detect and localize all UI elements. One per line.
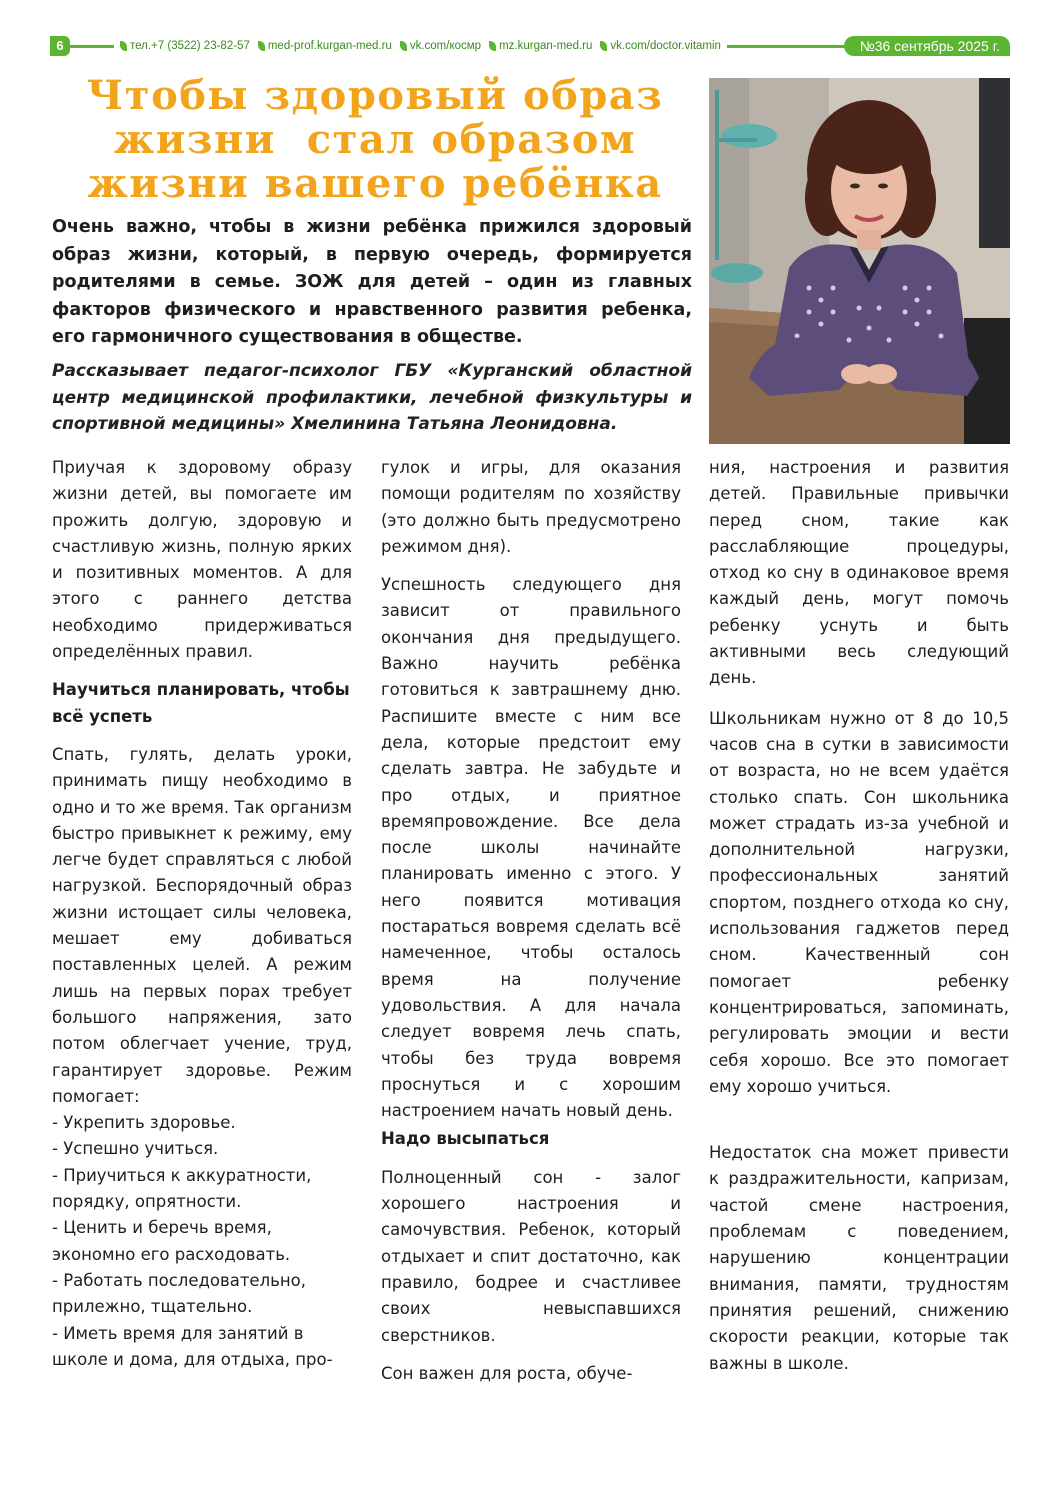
article-lead: Очень важно, чтобы в жизни ребёнка прижился здоровый образ жизни, который, в первую очередь, формируется родителями в семье. ЗОЖ для детей – один из главных факторов физического и нравственного развития ребенка, его гармоничного существования в обществе. (52, 217, 692, 347)
leaf-icon (489, 41, 496, 51)
paragraph: Успешность следующего дня зависит от правильного окончания дня предыдущего. Важно научить ребёнка готовиться к завтрашнему дню. Распишите вместе с ним все дела, которые предстоит ему сделать завтра. Не забудьте и про отдых, и приятное времяпровождение. Все дела после школы начинайте планировать именно с этого. У него появится мотивация постараться вовремя сделать всё намеченное, чтобы осталось время на получение удовольствия. А для начала следует вовремя лечь спать, чтобы без труда вовремя проснуться и с хорошим настроением начать новый день. (381, 575, 681, 1121)
title-line: жизни вашего ребёнка (87, 160, 663, 207)
list-item: - Успешно учиться. (52, 1139, 219, 1159)
page-number: 6 (50, 36, 70, 56)
paragraph: Недостаток сна может привести к раздражительности, капризам, частой смене настроения, проблемам с поведением, нарушению концентрации внимания, памяти, трудностям принятия решений, снижению скорости реакции, которые так важны в школе. (709, 1143, 1009, 1373)
paragraph: Полноценный сон - залог хорошего настроения и самочувствия. Ребенок, который отдыхает и спит достаточно, как правило, бодрее и счастливее своих невыспавшихся сверстников. (381, 1167, 681, 1345)
subheading-sleep: Надо высыпаться (381, 1129, 550, 1149)
column-3 (709, 455, 1009, 1389)
portrait-illustration (709, 78, 1010, 444)
column-2 (381, 455, 681, 1399)
contact-site-medprof[interactable]: med-prof.kurgan-med.ru (258, 40, 392, 52)
list-item: - Иметь время для занятий в школе и дома, для отдыха, про- (52, 1323, 333, 1369)
paragraph: ния, настроения и развития детей. Правильные привычки перед сном, такие как расслабляющие процедуры, отход ко сну в одинаковое время каждый день, могут помочь ребенку уснуть и быть активными весь следующий день. (709, 458, 1009, 688)
list-item: - Укрепить здоровье. (52, 1113, 236, 1133)
list-item: - Ценить и беречь время, экономно его расходовать. (52, 1218, 291, 1264)
paragraph: Школьникам нужно от 8 до 10,5 часов сна в сутки в зависимости от возраста, но не всем удаётся столько спать. Сон школьника может страдать из-за учебной и дополнительной нагрузки, профессиональных занятий спортом, позднего отхода ко сну, использования гаджетов перед сном. Качественный сон помогает ребенку концентрироваться, запоминать, регулировать эмоции и вести себя хорошо. Все это помогает ему хорошо учиться. (709, 708, 1009, 1096)
paragraph: гулок и игры, для оказания помощи родителям по хозяйству (это должно быть предусмотрено режимом дня). (381, 458, 681, 556)
leaf-icon (120, 41, 127, 51)
portrait-photo (709, 78, 1010, 444)
title-line: жизни стал образом (113, 116, 637, 163)
column-1 (52, 455, 352, 1373)
subheading-planning: Научиться планировать, чтобы всё успеть (52, 680, 350, 726)
leaf-icon (258, 41, 265, 51)
contact-strip (114, 36, 727, 56)
list-item: - Приучиться к аккуратности, порядку, опрятности. (52, 1165, 312, 1212)
paragraph: Сон важен для роста, обуче- (381, 1363, 633, 1383)
article-title (55, 74, 695, 206)
article-byline: Рассказывает педагог-психолог ГБУ «Курганский областной центр медицинской профилактики, лечебной физкультуры и спортивной медицины» Хмелинина Татьяна Леонидовна. (52, 361, 692, 434)
contact-phone: тел.+7 (3522) 23-82-57 (120, 40, 250, 52)
page-header (50, 36, 1010, 56)
benefits-list (52, 1110, 352, 1373)
contact-vk-doctor[interactable]: vk.com/doctor.vitamin (600, 40, 721, 52)
paragraph: Приучая к здоровому образу жизни детей, вы помогаете им прожить долгую, здоровую и счастливую жизнь, полную ярких и позитивных моментов. А для этого с раннего детства необходимо придерживаться определённых правил. (52, 458, 352, 662)
contact-site-mz[interactable]: mz.kurgan-med.ru (489, 40, 592, 52)
contact-vk-kosmr[interactable]: vk.com/космр (400, 40, 481, 52)
title-line: Чтобы здоровый образ (86, 72, 664, 119)
leaf-icon (600, 41, 607, 51)
issue-label: №36 сентябрь 2025 г. (844, 36, 1010, 56)
list-item: - Работать последовательно, прилежно, тщательно. (52, 1270, 306, 1317)
paragraph: Спать, гулять, делать уроки, принимать пищу необходимо в одно и то же время. Так организм быстро привыкнет к режиму, ему легче будет справляться с любой нагрузкой. Беспорядочный образ жизни истощает силы человека, мешает ему добиваться поставленных целей. А режим лишь на первых порах требует большого напряжения, зато потом облегчает учение, труд, гарантирует здоровье. Режим помогает: (52, 744, 352, 1106)
leaf-icon (400, 41, 407, 51)
